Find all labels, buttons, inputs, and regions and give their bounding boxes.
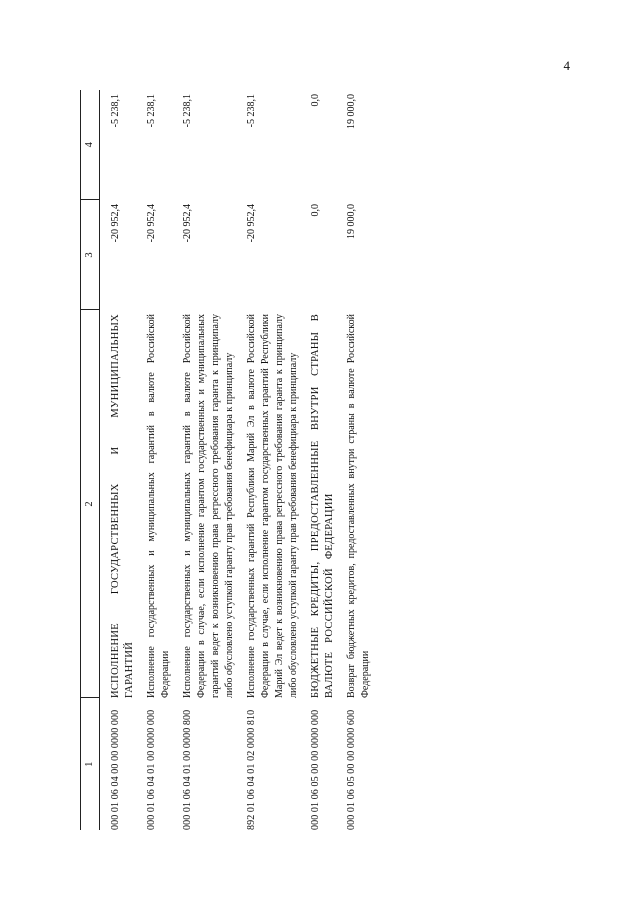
value-col-3: 0,0 — [310, 204, 321, 217]
page-number: 4 — [563, 58, 570, 73]
table-row — [305, 90, 341, 830]
table-row — [177, 90, 241, 830]
item-name: ИСПОЛНЕНИЕ ГОСУДАРСТВЕННЫХ И МУНИЦИПАЛЬНЫХ ГАРАНТИЙ — [110, 314, 135, 698]
header-col-2: 2 — [81, 310, 100, 698]
value-col-4: -5 238,1 — [110, 94, 121, 128]
item-name: Исполнение государственных гарантий Республики Марий Эл в валюте Российской Федерации в случае, если исполнение гарантом государственных гарантий Республики Марий Эл ведет к возникновению права регрессного требования гаранта к принципалу либо обусловлено уступкой гаранту прав требования бенефициара к принципалу — [246, 314, 299, 698]
value-col-4: -5 238,1 — [146, 94, 157, 128]
budget-code: 000 01 06 04 01 00 0000 800 — [182, 709, 193, 830]
header-col-3: 3 — [81, 200, 100, 310]
item-name: Исполнение государственных и муниципальных гарантий в валюте Российской Федерации в случае, если исполнение гарантом государственных и муниципальных гарантий ведет к возникновению права регрессного требования гаранта к принципалу либо обусловлено уступкой гаранту прав требования бенефициара к принципалу — [182, 314, 235, 698]
value-col-4: -5 238,1 — [182, 94, 193, 128]
header-col-4: 4 — [81, 90, 100, 200]
item-name: Возврат бюджетных кредитов, предоставленных внутри страны в валюте Российской Федерации — [346, 314, 371, 698]
value-col-3: -20 952,4 — [110, 204, 121, 243]
value-col-4: -5 238,1 — [246, 94, 257, 128]
budget-code: 000 01 06 04 00 00 0000 000 — [110, 709, 121, 830]
value-col-3: -20 952,4 — [146, 204, 157, 243]
value-col-4: 0,0 — [310, 94, 321, 107]
budget-code: 892 01 06 04 01 02 0000 810 — [246, 709, 257, 830]
table-header-row — [81, 90, 100, 830]
table-row — [141, 90, 177, 830]
value-col-4: 19 000,0 — [346, 94, 357, 129]
budget-sources-table — [80, 90, 377, 830]
rotated-document-body — [80, 90, 540, 830]
table-row — [100, 90, 142, 830]
value-col-3: -20 952,4 — [246, 204, 257, 243]
budget-code: 000 01 06 05 00 00 0000 600 — [346, 709, 357, 830]
item-name: Исполнение государственных и муниципальных гарантий в валюте Российской Федерации — [146, 314, 171, 698]
value-col-3: -20 952,4 — [182, 204, 193, 243]
budget-code: 000 01 06 04 01 00 0000 000 — [146, 709, 157, 830]
budget-code: 000 01 06 05 00 00 0000 000 — [310, 709, 321, 830]
item-name: БЮДЖЕТНЫЕ КРЕДИТЫ, ПРЕДОСТАВЛЕННЫЕ ВНУТРИ СТРАНЫ В ВАЛЮТЕ РОССИЙСКОЙ ФЕДЕРАЦИИ — [310, 314, 335, 698]
table-row — [341, 90, 377, 830]
value-col-3: 19 000,0 — [346, 204, 357, 239]
header-col-1: 1 — [81, 698, 100, 830]
table-row — [241, 90, 305, 830]
